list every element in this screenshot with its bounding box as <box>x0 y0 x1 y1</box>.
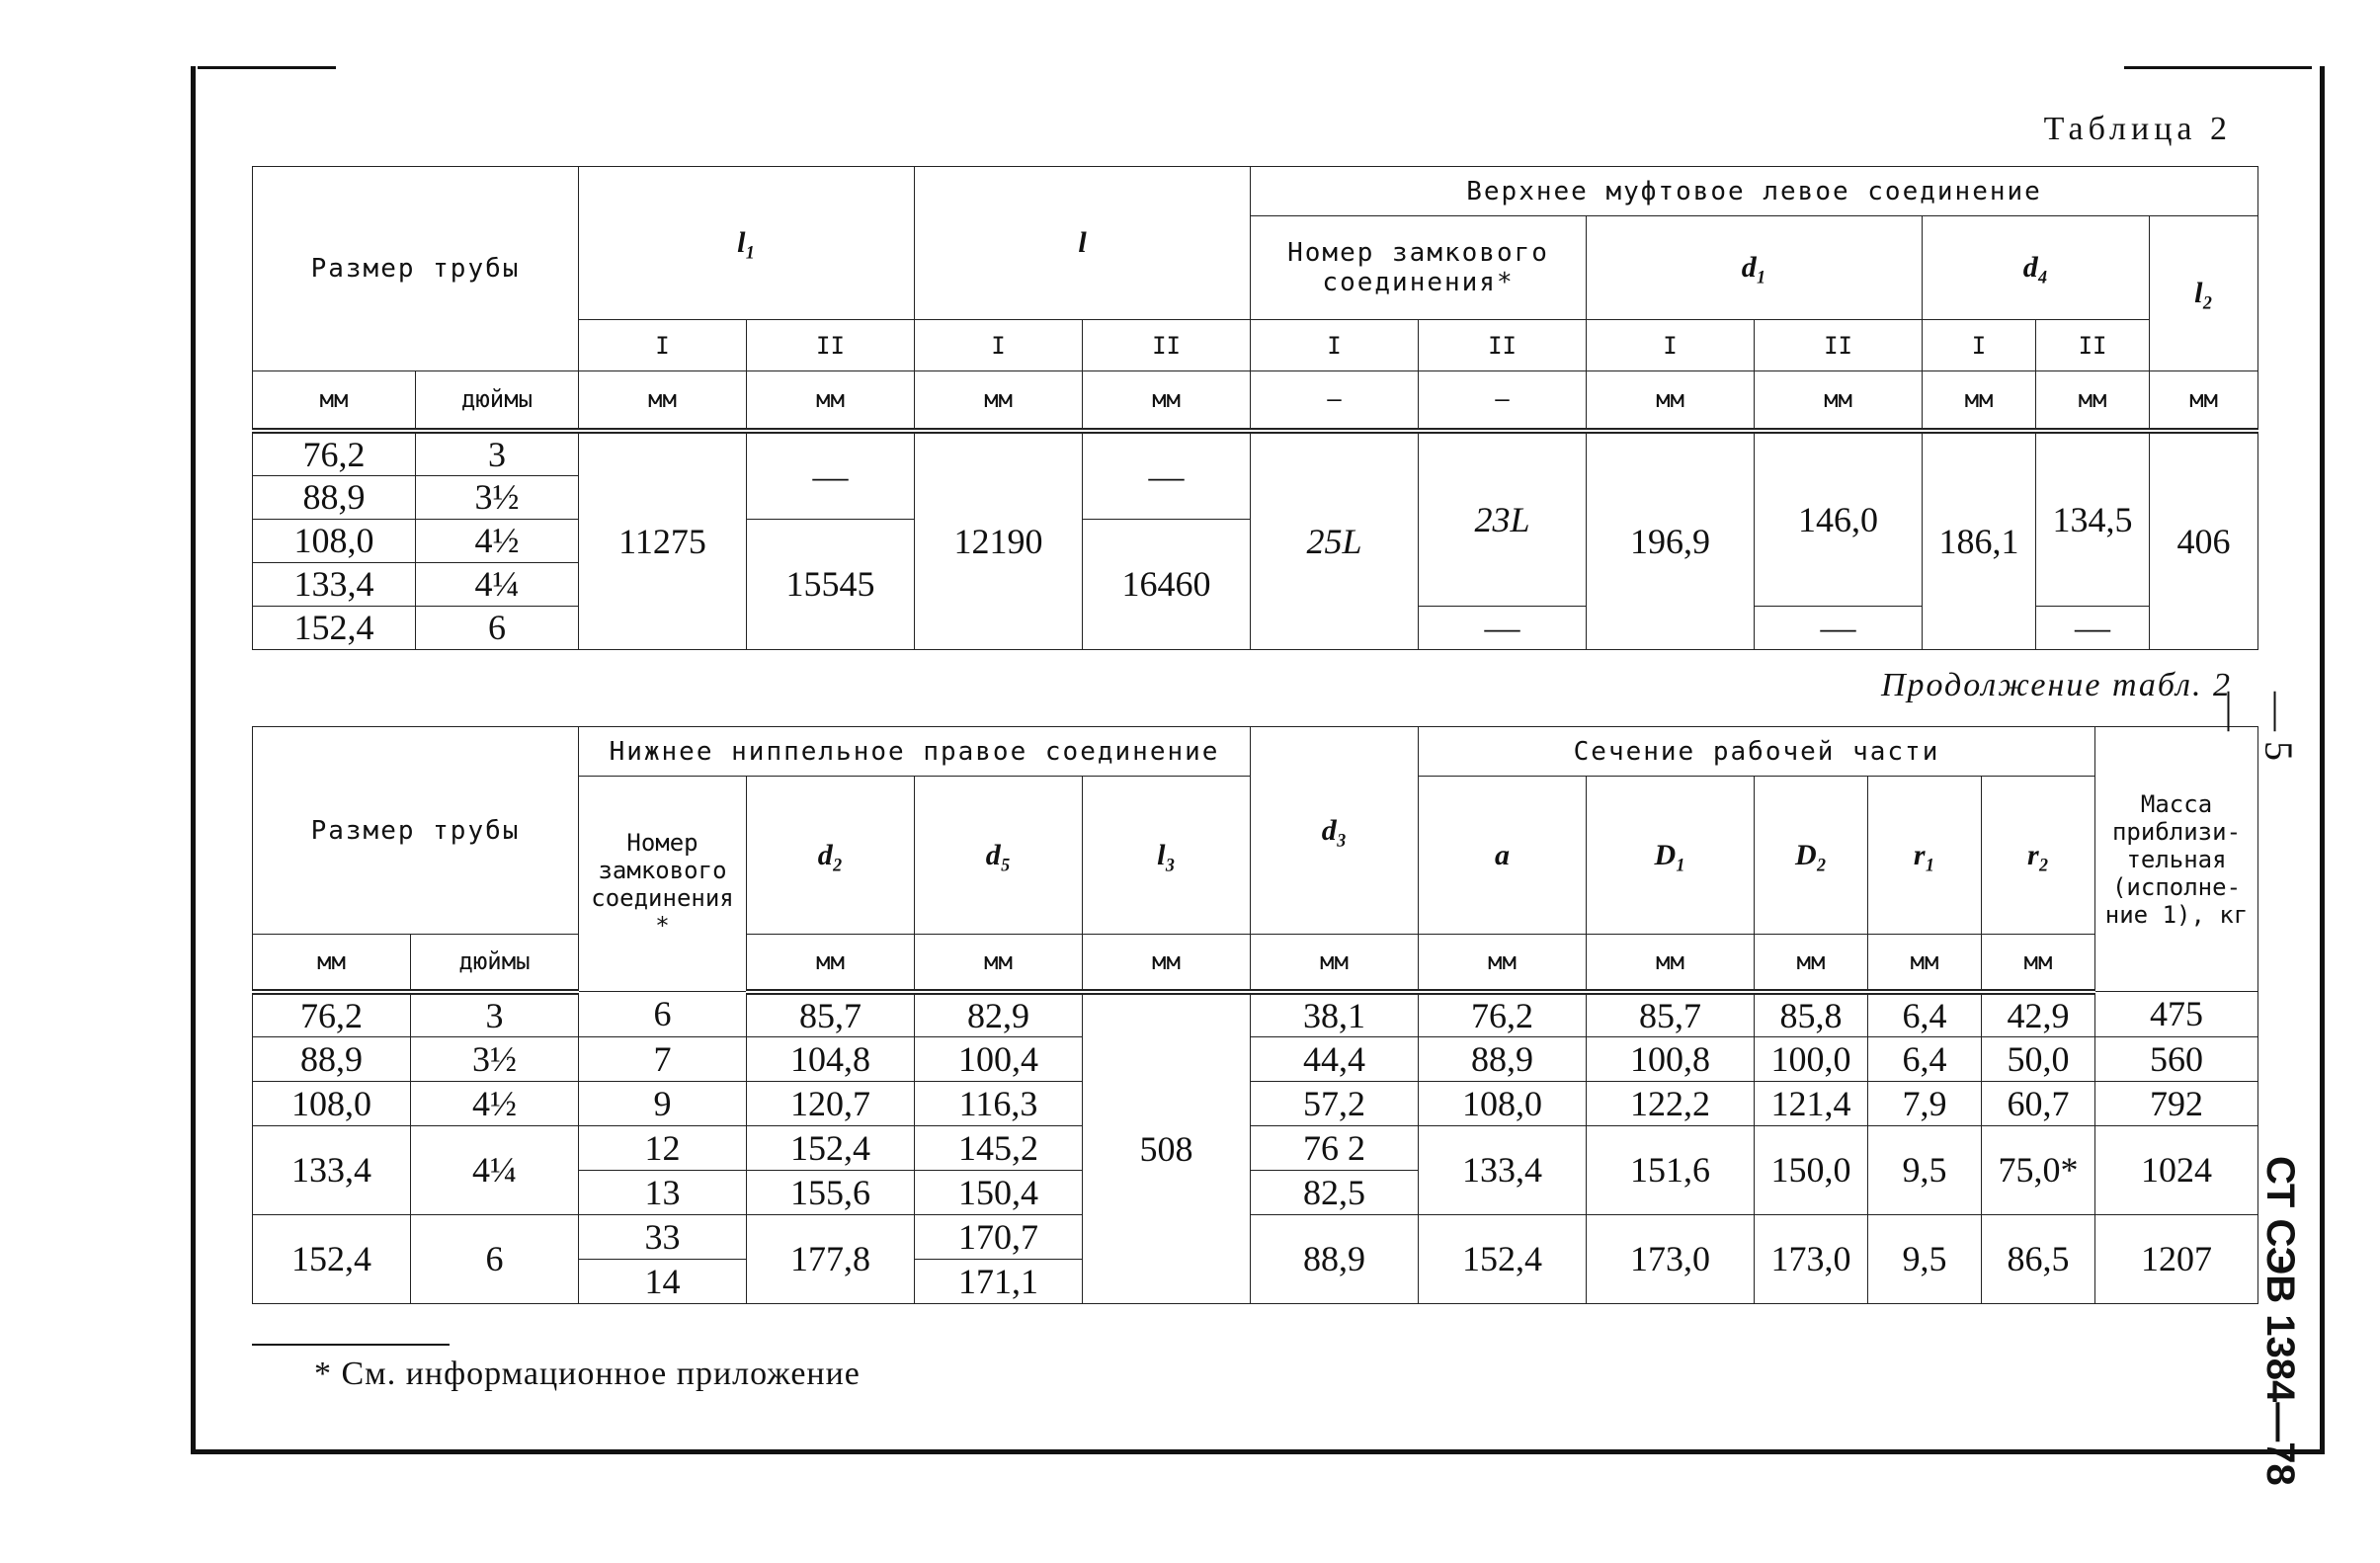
d5: 100,4 <box>915 1036 1083 1081</box>
r1: 7,9 <box>1868 1081 1982 1125</box>
l-ii: 16460 <box>1083 519 1251 649</box>
d3: 88,9 <box>1251 1214 1419 1303</box>
unit: мм <box>1251 935 1419 992</box>
d2: 155,6 <box>747 1170 915 1214</box>
d2: 177,8 <box>747 1214 915 1303</box>
d5: 170,7 <box>915 1214 1083 1259</box>
d5: 116,3 <box>915 1081 1083 1125</box>
unit: мм <box>1868 935 1982 992</box>
header-d1: d₁ <box>1587 216 1923 320</box>
unit: мм <box>253 935 411 992</box>
lock: 9 <box>579 1081 747 1125</box>
mass: 1024 <box>2095 1125 2258 1214</box>
D1: 122,2 <box>1587 1081 1755 1125</box>
r2: 42,9 <box>1982 992 2095 1037</box>
header-D1: D₁ <box>1587 777 1755 935</box>
size-in: 4¼ <box>416 562 579 606</box>
size-mm: 152,4 <box>253 606 416 649</box>
lock: 12 <box>579 1125 747 1170</box>
header-size: Размер трубы <box>253 727 579 935</box>
top-rule <box>198 66 336 69</box>
table-2 <box>252 166 2258 650</box>
lock: 13 <box>579 1170 747 1214</box>
l3: 508 <box>1083 992 1251 1304</box>
d3: 82,5 <box>1251 1170 1419 1214</box>
r2: 50,0 <box>1982 1036 2095 1081</box>
size-mm: 76,2 <box>253 992 411 1037</box>
unit: мм <box>253 371 416 431</box>
header-lower-joint: Нижнее ниппельное правое соединение <box>579 727 1251 777</box>
table2-title: Продолжение табл. 2 <box>1880 667 2232 703</box>
D1: 151,6 <box>1587 1125 1755 1214</box>
r2: 86,5 <box>1982 1214 2095 1303</box>
page-number: — 5 — <box>2210 692 2301 761</box>
header-lock-number: Номер замкового соединения* <box>1251 216 1587 320</box>
unit: мм <box>579 371 747 431</box>
a: 152,4 <box>1419 1214 1587 1303</box>
size-in: 3½ <box>411 1036 579 1081</box>
header-mass: Масса приблизи-тельная (исполне-ние 1), кг <box>2095 727 2258 992</box>
a: 108,0 <box>1419 1081 1587 1125</box>
r1: 6,4 <box>1868 992 1982 1037</box>
r1: 6,4 <box>1868 1036 1982 1081</box>
l1-ii-dash: — <box>747 431 915 520</box>
lock: 7 <box>579 1036 747 1081</box>
unit: дюймы <box>411 935 579 992</box>
d1-i: 196,9 <box>1587 431 1755 650</box>
size-mm: 76,2 <box>253 431 416 476</box>
mass: 792 <box>2095 1081 2258 1125</box>
unit: — <box>1251 371 1419 431</box>
l2: 406 <box>2150 431 2258 650</box>
d2: 104,8 <box>747 1036 915 1081</box>
size-mm: 152,4 <box>253 1214 411 1303</box>
l-i: 12190 <box>915 431 1083 650</box>
size-in: 4½ <box>411 1081 579 1125</box>
top-rule-right <box>2124 66 2312 69</box>
lock-ii: 23L <box>1419 431 1587 607</box>
unit: мм <box>915 371 1083 431</box>
size-in: 4¼ <box>411 1125 579 1214</box>
unit: мм <box>1419 935 1587 992</box>
a: 133,4 <box>1419 1125 1587 1214</box>
size-mm: 133,4 <box>253 562 416 606</box>
unit: мм <box>1982 935 2095 992</box>
roman-i: I <box>915 320 1083 371</box>
r2: 75,0* <box>1982 1125 2095 1214</box>
d5: 145,2 <box>915 1125 1083 1170</box>
header-a: a <box>1419 777 1587 935</box>
unit: мм <box>1923 371 2036 431</box>
size-mm: 88,9 <box>253 475 416 519</box>
D2: 100,0 <box>1755 1036 1868 1081</box>
unit: мм <box>1587 371 1755 431</box>
d2: 85,7 <box>747 992 915 1037</box>
mass: 560 <box>2095 1036 2258 1081</box>
table-2-continued <box>252 726 2258 1304</box>
header-l2: l₂ <box>2150 216 2258 371</box>
header-d3: d₃ <box>1251 727 1419 935</box>
roman-i: I <box>1923 320 2036 371</box>
d3: 44,4 <box>1251 1036 1419 1081</box>
roman-ii: II <box>2036 320 2150 371</box>
size-mm: 108,0 <box>253 519 416 562</box>
unit: мм <box>2150 371 2258 431</box>
d5: 150,4 <box>915 1170 1083 1214</box>
header-l3: l₃ <box>1083 777 1251 935</box>
header-section: Сечение рабочей части <box>1419 727 2095 777</box>
unit: мм <box>1755 935 1868 992</box>
unit: мм <box>747 371 915 431</box>
r1: 9,5 <box>1868 1214 1982 1303</box>
d3: 76 2 <box>1251 1125 1419 1170</box>
standard-code: СТ СЭВ 1384—78 <box>2258 1156 2302 1486</box>
unit: дюймы <box>416 371 579 431</box>
roman-ii: II <box>1083 320 1251 371</box>
roman-i: I <box>1587 320 1755 371</box>
D1: 85,7 <box>1587 992 1755 1037</box>
unit: — <box>1419 371 1587 431</box>
d1-ii: 146,0 <box>1755 431 1923 607</box>
size-in: 4½ <box>416 519 579 562</box>
d2: 152,4 <box>747 1125 915 1170</box>
unit: мм <box>1083 371 1251 431</box>
roman-ii: II <box>1419 320 1587 371</box>
r2: 60,7 <box>1982 1081 2095 1125</box>
D2: 150,0 <box>1755 1125 1868 1214</box>
l-ii-dash: — <box>1083 431 1251 520</box>
d2: 120,7 <box>747 1081 915 1125</box>
size-in: 3½ <box>416 475 579 519</box>
d3: 38,1 <box>1251 992 1419 1037</box>
l1-ii: 15545 <box>747 519 915 649</box>
size-in: 6 <box>411 1214 579 1303</box>
lock: 33 <box>579 1214 747 1259</box>
header-r2: r₂ <box>1982 777 2095 935</box>
d5: 82,9 <box>915 992 1083 1037</box>
header-size: Размер трубы <box>253 167 579 371</box>
header-d5: d₅ <box>915 777 1083 935</box>
footnote: * См. информационное приложение <box>314 1356 861 1392</box>
a: 88,9 <box>1419 1036 1587 1081</box>
size-mm: 133,4 <box>253 1125 411 1214</box>
header-D2: D₂ <box>1755 777 1868 935</box>
header-d2: d₂ <box>747 777 915 935</box>
table1-title: Таблица 2 <box>2043 111 2232 147</box>
roman-ii: II <box>747 320 915 371</box>
roman-i: I <box>579 320 747 371</box>
d4-ii-dash: — <box>2036 606 2150 649</box>
size-in: 6 <box>416 606 579 649</box>
unit: мм <box>1755 371 1923 431</box>
lock-i: 25L <box>1251 431 1419 650</box>
d3: 57,2 <box>1251 1081 1419 1125</box>
d4-ii: 134,5 <box>2036 431 2150 607</box>
D1: 173,0 <box>1587 1214 1755 1303</box>
D2: 173,0 <box>1755 1214 1868 1303</box>
header-l: l <box>915 167 1251 320</box>
size-mm: 108,0 <box>253 1081 411 1125</box>
roman-ii: II <box>1755 320 1923 371</box>
r1: 9,5 <box>1868 1125 1982 1214</box>
unit: мм <box>2036 371 2150 431</box>
unit: мм <box>747 935 915 992</box>
lock-ii-dash: — <box>1419 606 1587 649</box>
roman-i: I <box>1251 320 1419 371</box>
l1-i: 11275 <box>579 431 747 650</box>
header-lock-number: Номер замкового соединения * <box>579 777 747 992</box>
lock: 6 <box>579 992 747 1037</box>
header-l1: l₁ <box>579 167 915 320</box>
mass: 475 <box>2095 992 2258 1037</box>
unit: мм <box>1587 935 1755 992</box>
footnote-rule <box>252 1344 450 1346</box>
d1-ii-dash: — <box>1755 606 1923 649</box>
header-d4: d₄ <box>1923 216 2150 320</box>
unit: мм <box>1083 935 1251 992</box>
D1: 100,8 <box>1587 1036 1755 1081</box>
lock: 14 <box>579 1259 747 1303</box>
header-r1: r₁ <box>1868 777 1982 935</box>
mass: 1207 <box>2095 1214 2258 1303</box>
D2: 85,8 <box>1755 992 1868 1037</box>
header-upper-joint: Верхнее муфтовое левое соединение <box>1251 167 2258 216</box>
a: 76,2 <box>1419 992 1587 1037</box>
unit: мм <box>915 935 1083 992</box>
d5: 171,1 <box>915 1259 1083 1303</box>
d4-i: 186,1 <box>1923 431 2036 650</box>
D2: 121,4 <box>1755 1081 1868 1125</box>
size-in: 3 <box>416 431 579 476</box>
size-mm: 88,9 <box>253 1036 411 1081</box>
size-in: 3 <box>411 992 579 1037</box>
